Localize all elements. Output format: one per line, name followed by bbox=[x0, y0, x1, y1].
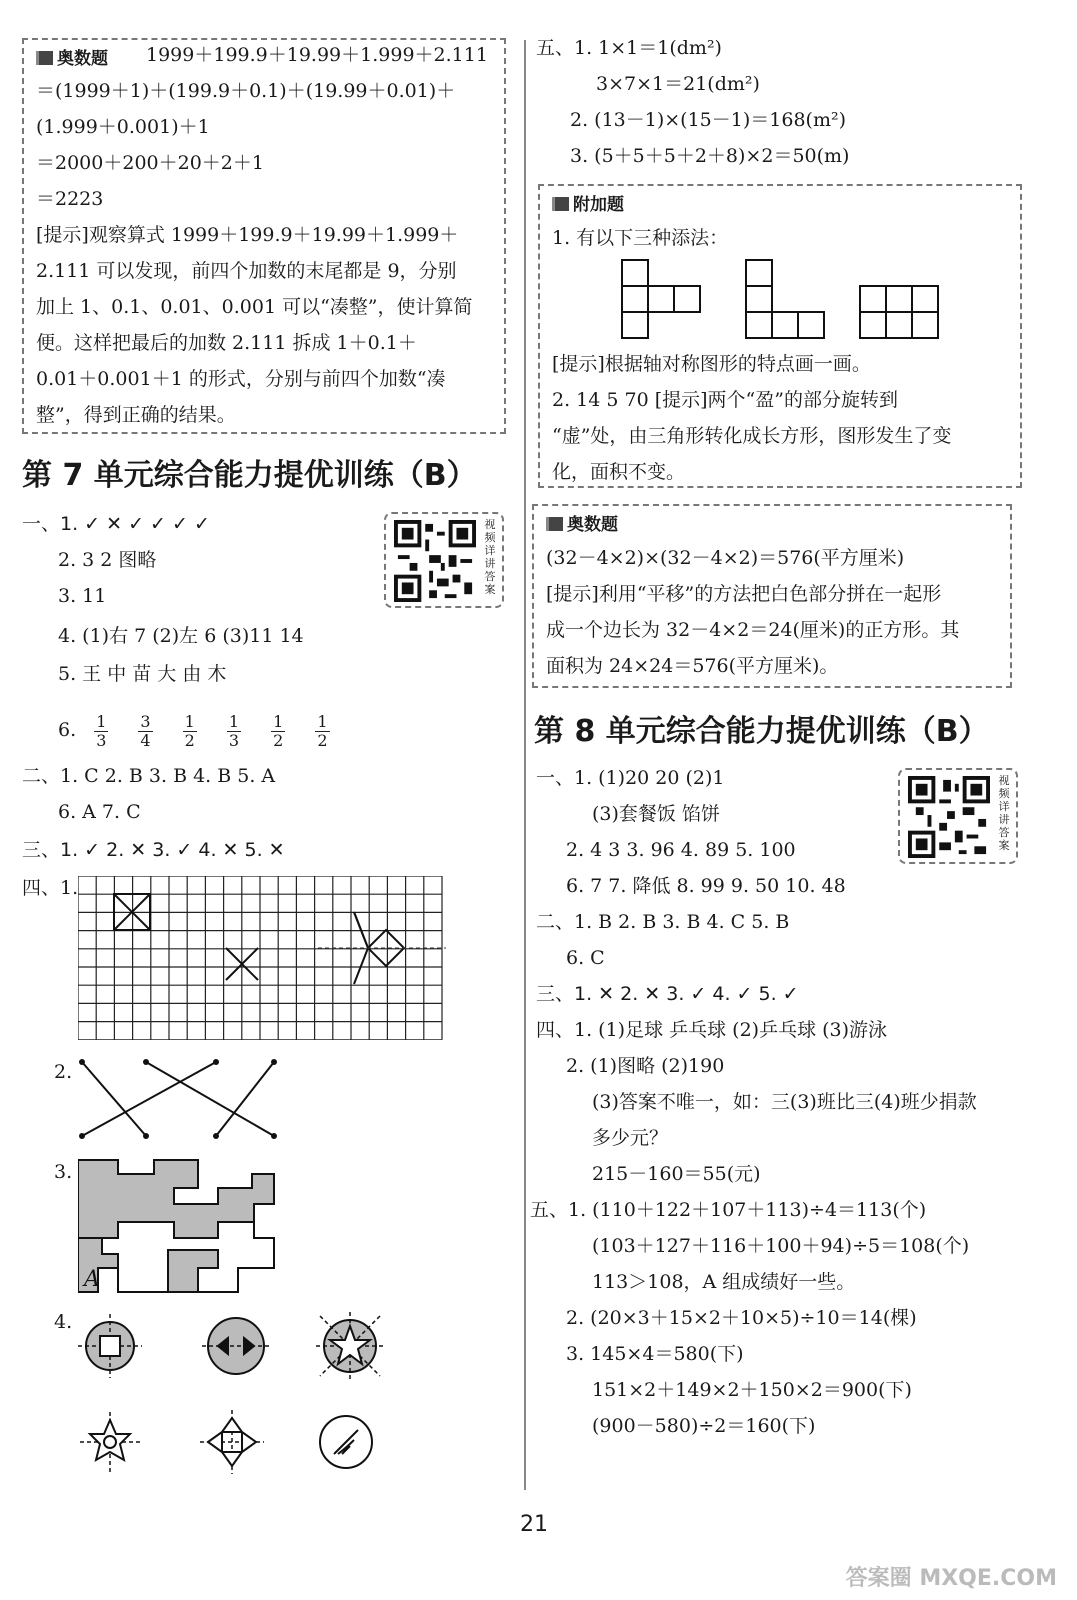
r-line: 三、1. ✕ 2. ✕ 3. ✓ 4. ✓ 5. ✓ bbox=[536, 983, 799, 1005]
s1-line: 3. 11 bbox=[58, 585, 107, 607]
right-aoshu-line: [提示]利用“平移”的方法把白色部分拼在一起形 bbox=[546, 583, 942, 605]
s4-label: 4. bbox=[54, 1311, 73, 1333]
r-line: 113＞108，A 组成绩好一些。 bbox=[592, 1271, 856, 1293]
fujia-title: 附加题 bbox=[552, 190, 624, 215]
r-line: 2. (1)图略 (2)190 bbox=[566, 1055, 725, 1077]
s3-line: 三、1. ✓ 2. ✕ 3. ✓ 4. ✕ 5. ✕ bbox=[22, 839, 285, 861]
page-number: 21 bbox=[520, 1512, 548, 1537]
qr-code-icon bbox=[908, 776, 990, 858]
r-line: 2. (20×3＋15×2＋10×5)÷10＝14(棵) bbox=[566, 1307, 917, 1329]
right-aoshu-line: 面积为 24×24＝576(平方厘米)。 bbox=[546, 655, 839, 677]
fujia-line: 化，面积不变。 bbox=[552, 461, 686, 483]
left-aoshu-line: [提示]观察算式 1999＋199.9＋19.99＋1.999＋ bbox=[36, 224, 459, 246]
qr-caption: 视频详讲答案 bbox=[998, 774, 1010, 852]
r-s5-line: 2. (13－1)×(15－1)＝168(m²) bbox=[570, 109, 846, 131]
r-line: 151×2＋149×2＋150×2＝900(下) bbox=[592, 1379, 912, 1401]
fraction: $\frac{1}{3}$ bbox=[96, 711, 107, 750]
fraction: $\frac{1}{2}$ bbox=[317, 711, 328, 750]
s2-line: 6. A 7. C bbox=[58, 801, 141, 823]
fujia-line: 2. 14 5 70 [提示]两个“盈”的部分旋转到 bbox=[552, 389, 898, 411]
qr-caption: 视频详讲答案 bbox=[484, 518, 496, 596]
unit8-qr-box[interactable] bbox=[898, 768, 1018, 864]
left-aoshu-line: 2.111 可以发现，前四个加数的末尾都是 9，分别 bbox=[36, 260, 457, 282]
unit7-qr-box[interactable] bbox=[384, 512, 504, 608]
unit7-heading: 第 7 单元综合能力提优训练（B） bbox=[22, 458, 477, 493]
r-line: 2. 4 3 3. 96 4. 89 5. 100 bbox=[566, 839, 796, 861]
fujia-line: “虚”处，由三角形转化成长方形，图形发生了变 bbox=[552, 425, 952, 447]
r-line: 6. C bbox=[566, 947, 605, 969]
left-aoshu-line: ＝2000＋200＋20＋2＋1 bbox=[36, 152, 264, 174]
r-line: 3. 145×4＝580(下) bbox=[566, 1343, 744, 1365]
s1-line: 4. (1)右 7 (2)左 6 (3)11 14 bbox=[58, 625, 304, 647]
r-line: (103＋127＋116＋100＋94)÷5＝108(个) bbox=[592, 1235, 970, 1257]
s1-line: 5. 王 中 苗 大 由 木 bbox=[58, 663, 227, 685]
puzzle-letter: A bbox=[84, 1267, 100, 1292]
r-line: 多少元？ bbox=[592, 1127, 669, 1149]
tessellation-figure bbox=[78, 1158, 278, 1294]
fraction: $\frac{1}{3}$ bbox=[228, 711, 240, 750]
r-s5-line: 3×7×1＝21(dm²) bbox=[596, 73, 760, 95]
unit8-heading: 第 8 单元综合能力提优训练（B） bbox=[534, 714, 989, 749]
left-aoshu-line: 加上 1、0.1、0.01、0.001 可以“凑整”，使计算简 bbox=[36, 296, 473, 318]
s1-line: 2. 3 2 图略 bbox=[58, 549, 157, 571]
left-aoshu-title: 奥数题 bbox=[36, 44, 108, 69]
s4-label: 3. bbox=[54, 1161, 73, 1183]
s1-6 bbox=[58, 708, 342, 752]
column-divider bbox=[524, 40, 526, 1490]
s1-line: 一、1. ✓ ✕ ✓ ✓ ✓ ✓ bbox=[22, 513, 210, 535]
fujia-line: [提示]根据轴对称图形的特点画一画。 bbox=[552, 353, 871, 375]
left-aoshu-line: ＝(1999＋1)＋(199.9＋0.1)＋(19.99＋0.01)＋ bbox=[36, 80, 456, 102]
r-line: 二、1. B 2. B 3. B 4. C 5. B bbox=[536, 911, 790, 933]
left-aoshu-line: 0.01＋0.001＋1 的形式，分别与前四个加数“凑 bbox=[36, 368, 446, 390]
add-squares-figures bbox=[620, 258, 940, 342]
right-aoshu-line: 成一个边长为 32－4×2＝24(厘米)的正方形。其 bbox=[546, 619, 960, 641]
qr-code-icon bbox=[394, 520, 476, 602]
r-line: 6. 7 7. 降低 8. 99 9. 50 10. 48 bbox=[566, 875, 846, 897]
s4-label: 2. bbox=[54, 1061, 73, 1083]
r-line: (3)答案不唯一，如：三(3)班比三(4)班少捐款 bbox=[592, 1091, 977, 1113]
left-aoshu-line: 1999＋199.9＋19.99＋1.999＋2.111 bbox=[146, 44, 488, 66]
r-line: (3)套餐饭 馅饼 bbox=[592, 803, 720, 825]
r-line: 215－160＝55(元) bbox=[592, 1163, 761, 1185]
right-aoshu-line: (32－4×2)×(32－4×2)＝576(平方厘米) bbox=[546, 547, 905, 569]
r-s5-line: 五、1. 1×1＝1(dm²) bbox=[536, 37, 722, 59]
s4-label: 四、1. bbox=[22, 877, 79, 899]
r-line: (900－580)÷2＝160(下) bbox=[592, 1415, 816, 1437]
left-aoshu-line: (1.999＋0.001)＋1 bbox=[36, 116, 210, 138]
r-line: 一、1. (1)20 20 (2)1 bbox=[536, 767, 725, 789]
fraction: $\frac{3}{4}$ bbox=[140, 711, 151, 750]
s1-6-label: 6. bbox=[58, 719, 77, 741]
left-aoshu-line: 便。这样把最后的加数 2.111 拆成 1＋0.1＋ bbox=[36, 332, 417, 354]
fujia-line: 1. 有以下三种添法： bbox=[552, 227, 729, 249]
s2-line: 二、1. C 2. B 3. B 4. B 5. A bbox=[22, 765, 276, 787]
fraction: $\frac{1}{2}$ bbox=[184, 711, 195, 750]
r-s5-line: 3. (5＋5＋5＋2＋8)×2＝50(m) bbox=[570, 145, 850, 167]
matching-lines-figure bbox=[74, 1054, 294, 1144]
grid-figure bbox=[78, 876, 446, 1040]
r-line: 五、1. (110＋122＋107＋113)÷4＝113(个) bbox=[530, 1199, 927, 1221]
fraction: $\frac{1}{2}$ bbox=[273, 711, 284, 750]
left-aoshu-line: 整”，得到正确的结果。 bbox=[36, 404, 236, 426]
right-aoshu-title: 奥数题 bbox=[546, 510, 618, 535]
symmetry-figures bbox=[76, 1308, 396, 1488]
r-line: 四、1. (1)足球 乒乓球 (2)乒乓球 (3)游泳 bbox=[536, 1019, 888, 1041]
watermark-text: 答案圈 MXQE.COM bbox=[845, 1566, 1057, 1591]
left-aoshu-line: ＝2223 bbox=[36, 188, 104, 210]
